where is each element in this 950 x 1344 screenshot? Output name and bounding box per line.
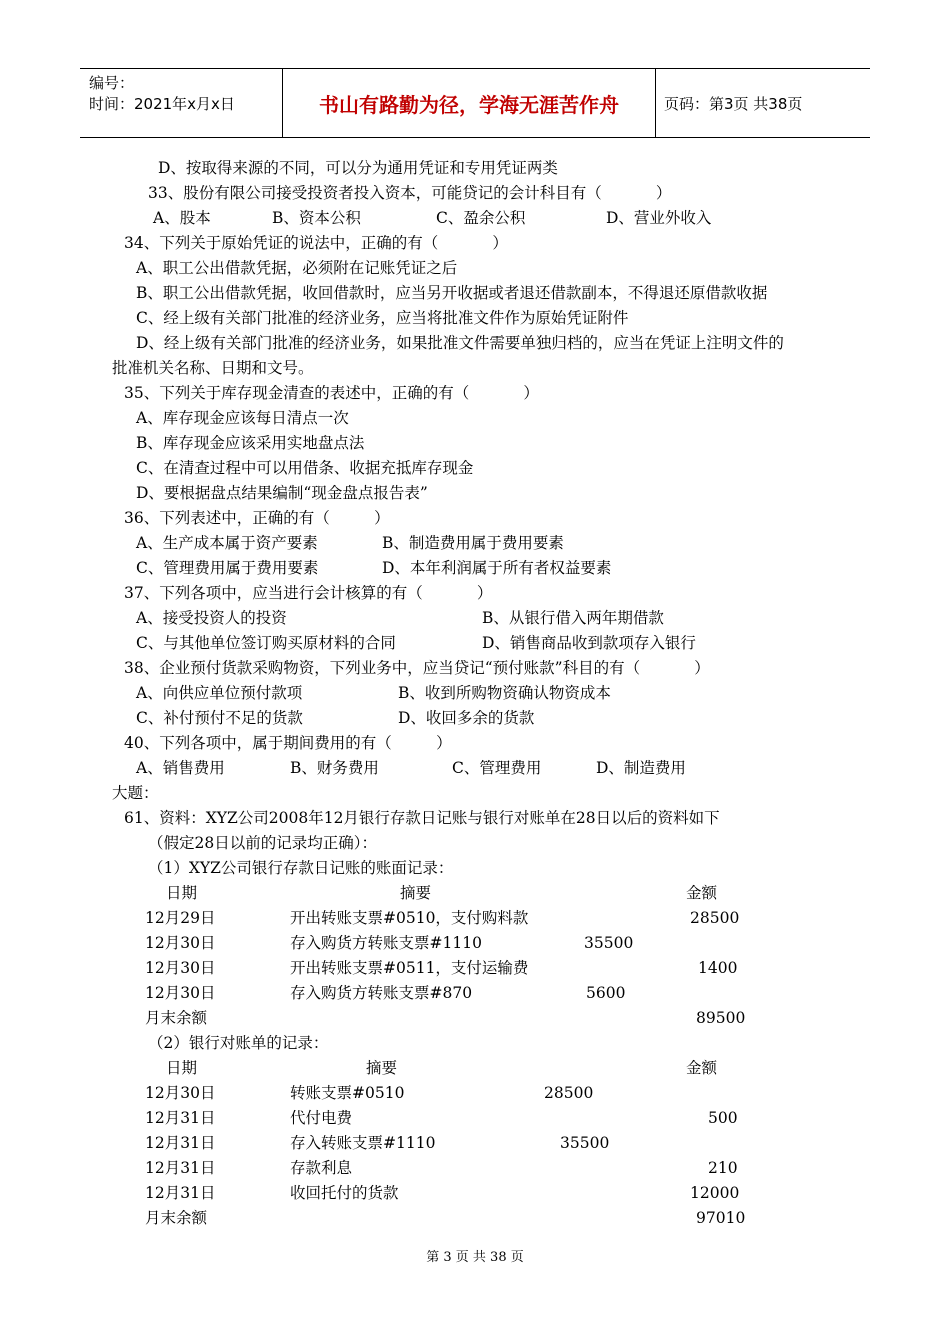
table-cell-date: 12月29日 [145,909,216,927]
table-cell-amount: 500 [708,1109,738,1127]
option-text: B、收到所购物资确认物资成本 [398,684,611,702]
page-header [80,68,870,138]
option-text: C、在清查过程中可以用借条、收据充抵库存现金 [136,459,474,477]
journal-title: （1）XYZ公司银行存款日记账的账面记录： [148,859,454,877]
option-text: B、财务费用 [290,759,379,777]
option-text: D、本年利润属于所有者权益要素 [382,559,612,577]
option-text: B、制造费用属于费用要素 [382,534,564,552]
column-header: 摘要 [366,1059,398,1077]
table-cell-desc: 开出转账支票#0511，支付运输费 [290,959,529,977]
option-text: A、向供应单位预付款项 [136,684,303,702]
question-text: 36、下列表述中，正确的有（ ） [124,509,390,527]
option-text: D、要根据盘点结果编制“现金盘点报告表” [136,484,428,502]
option-text: D、收回多余的货款 [398,709,535,727]
column-header: 日期 [166,884,198,902]
table-cell-amount: 28500 [690,909,740,927]
table-cell-desc: 存款利息 [290,1159,353,1177]
option-text: A、销售费用 [136,759,225,777]
table-cell-desc: 代付电费 [290,1109,353,1127]
table-cell-date: 12月31日 [145,1134,216,1152]
table-cell-amount: 5600 [586,984,626,1002]
header-divider [655,69,656,137]
table-cell-date: 12月30日 [145,1084,216,1102]
header-meta [89,73,235,115]
table-cell-amount: 28500 [544,1084,594,1102]
option-text: C、经上级有关部门批准的经济业务，应当将批准文件作为原始凭证附件 [136,309,629,327]
option-text: B、资本公积 [272,209,361,227]
option-text: D、制造费用 [596,759,686,777]
bank-title: （2）银行对账单的记录： [148,1034,329,1052]
question-text: 34、下列关于原始凭证的说法中，正确的有（ ） [124,234,508,252]
option-text: D、销售商品收到款项存入银行 [482,634,696,652]
table-cell-desc: 转账支票#0510 [290,1084,405,1102]
balance-amount: 97010 [696,1209,746,1227]
option-text: C、管理费用属于费用要素 [136,559,319,577]
option-text: A、生产成本属于资产要素 [136,534,318,552]
question-text: 37、下列各项中，应当进行会计核算的有（ ） [124,584,493,602]
header-motto: 书山有路勤为径，学海无涯苦作舟 [319,93,619,117]
table-cell-desc: 存入购货方转账支票#870 [290,984,473,1002]
table-cell-date: 12月31日 [145,1109,216,1127]
option-text: C、盈余公积 [436,209,526,227]
table-cell-amount: 35500 [560,1134,610,1152]
option-text: C、与其他单位签订购买原材料的合同 [136,634,396,652]
option-text: C、管理费用 [452,759,542,777]
option-text: D、经上级有关部门批准的经济业务，如果批准文件需要单独归档的，应当在凭证上注明文件的 [136,334,784,352]
column-header: 日期 [166,1059,198,1077]
option-text: D、按取得来源的不同，可以分为通用凭证和专用凭证两类 [158,159,558,177]
table-cell-amount: 35500 [584,934,634,952]
option-text: C、补付预付不足的货款 [136,709,303,727]
table-cell-date: 12月30日 [145,984,216,1002]
option-text: 批准机关名称、日期和文号。 [112,359,314,377]
question-text: 40、下列各项中，属于期间费用的有（ ） [124,734,452,752]
option-text: D、营业外收入 [606,209,712,227]
table-cell-date: 12月30日 [145,934,216,952]
option-text: B、从银行借入两年期借款 [482,609,664,627]
table-cell-desc: 开出转账支票#0510，支付购料款 [290,909,529,927]
question-text: 61、资料：XYZ公司2008年12月银行存款日记账与银行对账单在28日以后的资料如下 [124,809,720,827]
time-label: 时间：2021年x月x日 [89,95,235,113]
question-text: 33、股份有限公司接受投资者投入资本，可能贷记的会计科目有（ ） [148,184,672,202]
balance-amount: 89500 [696,1009,746,1027]
table-cell-desc: 存入购货方转账支票#1110 [290,934,482,952]
question-text: 38、企业预付货款采购物资，下列业务中，应当贷记“预付账款”科目的有（ ） [124,659,710,677]
column-header: 摘要 [400,884,432,902]
page-footer: 第 3 页 共 38 页 [426,1250,524,1265]
table-cell-desc: 收回托付的货款 [290,1184,399,1202]
balance-label: 月末余额 [145,1009,208,1027]
question-text: （假定28日以前的记录均正确）： [148,834,377,852]
table-cell-amount: 210 [708,1159,738,1177]
code-label: 编号： [89,74,135,92]
column-header: 金额 [686,884,718,902]
table-cell-desc: 存入转账支票#1110 [290,1134,436,1152]
option-text: B、职工公出借款凭据，收回借款时，应当另开收据或者退还借款副本，不得退还原借款收据 [136,284,768,302]
column-header: 金额 [686,1059,718,1077]
option-text: A、库存现金应该每日清点一次 [136,409,349,427]
question-text: 35、下列关于库存现金清查的表述中，正确的有（ ） [124,384,539,402]
table-cell-amount: 12000 [690,1184,740,1202]
table-cell-date: 12月30日 [145,959,216,977]
option-text: A、职工公出借款凭据，必须附在记账凭证之后 [136,259,458,277]
section-heading: 大题： [112,784,159,802]
balance-label: 月末余额 [145,1209,208,1227]
option-text: A、股本 [153,209,211,227]
table-cell-amount: 1400 [698,959,738,977]
option-text: A、接受投资人的投资 [136,609,287,627]
option-text: B、库存现金应该采用实地盘点法 [136,434,365,452]
header-page-info: 页码：第3页 共38页 [664,95,803,113]
table-cell-date: 12月31日 [145,1159,216,1177]
table-cell-date: 12月31日 [145,1184,216,1202]
